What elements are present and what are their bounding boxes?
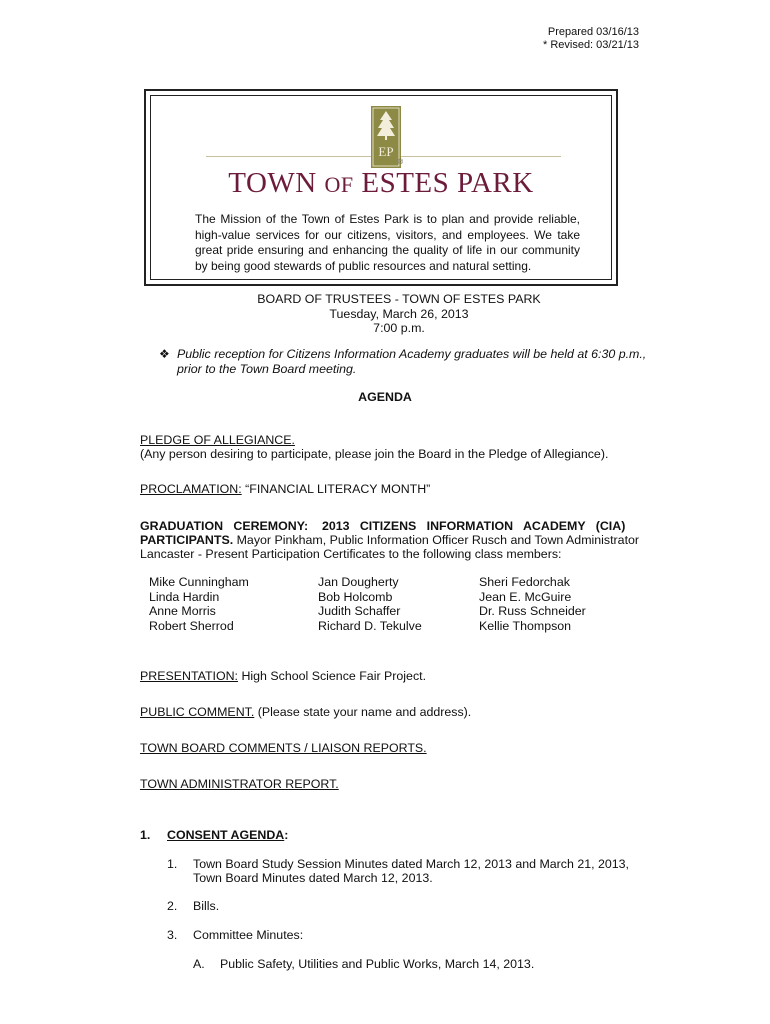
meeting-date: Tuesday, March 26, 2013 — [329, 306, 469, 321]
subitem-text: Public Safety, Utilities and Public Works, March 14, 2013. — [220, 957, 535, 971]
administrator-report-heading: TOWN ADMINISTRATOR REPORT. — [140, 777, 339, 791]
graduation-participants: PARTICIPANTS. — [140, 533, 234, 547]
meeting-time: 7:00 p.m. — [373, 321, 425, 335]
consent-heading: CONSENT AGENDA — [167, 828, 285, 842]
town-word-1: TOWN — [228, 167, 317, 199]
meeting-info — [0, 292, 770, 336]
revised-date: * Revised: 03/21/13 — [542, 39, 639, 51]
presentation-text: High School Science Fair Project. — [241, 669, 427, 683]
header-rule-left — [206, 156, 371, 157]
board-title: BOARD OF TRUSTEES - TOWN OF ESTES PARK — [257, 292, 541, 306]
town-word-2: OF — [324, 172, 354, 197]
graduation-line2 — [140, 533, 639, 547]
consent-item-2-text: Bills. — [193, 899, 220, 913]
presentation-heading: PRESENTATION: — [140, 669, 238, 683]
public-comment — [140, 705, 471, 719]
subitem-letter: A. — [193, 957, 205, 971]
registered-mark: ® — [398, 159, 404, 166]
consent-item-3-text: Committee Minutes: — [193, 928, 304, 942]
graduate-name: Dr. Russ Schneider — [479, 604, 586, 619]
graduate-column-2 — [318, 575, 422, 633]
consent-item-1-num: 1. — [167, 857, 178, 871]
estes-park-logo — [371, 106, 404, 166]
proclamation — [140, 482, 430, 496]
pledge-heading: PLEDGE OF ALLEGIANCE. — [140, 433, 295, 447]
svg-text:EP: EP — [378, 144, 394, 159]
graduate-name: Sheri Fedorchak — [479, 575, 570, 589]
consent-colon: : — [284, 828, 289, 842]
graduate-column-3 — [479, 575, 586, 633]
consent-item-1-line1: Town Board Study Session Minutes dated March 12, 2013 and March 21, 2013, — [193, 857, 630, 871]
town-word-3: ESTES PARK — [361, 167, 534, 199]
graduate-name: Jan Dougherty — [318, 575, 399, 589]
graduate-name: Mike Cunningham — [149, 575, 249, 589]
reception-note-line2: prior to the Town Board meeting. — [177, 362, 357, 376]
graduation-text-3: Lancaster - Present Participation Certificates to the following class members: — [140, 547, 562, 561]
proclamation-text: “FINANCIAL LITERACY MONTH” — [245, 482, 431, 496]
graduate-name: Robert Sherrod — [149, 618, 234, 633]
consent-heading-wrap — [167, 828, 288, 842]
pledge-text: (Any person desiring to participate, please join the Board in the Pledge of Allegiance). — [140, 447, 609, 461]
proclamation-heading: PROCLAMATION: — [140, 482, 242, 496]
graduate-column-1 — [149, 575, 249, 633]
graduate-name: Kellie Thompson — [479, 618, 572, 633]
graduate-name: Linda Hardin — [149, 589, 220, 604]
public-comment-text: (Please state your name and address). — [257, 705, 472, 719]
graduate-name: Bob Holcomb — [318, 589, 393, 604]
consent-item-3-num: 3. — [167, 928, 178, 942]
graduate-name: Anne Morris — [149, 604, 216, 619]
presentation — [140, 669, 426, 683]
graduation-heading: GRADUATION CEREMONY: 2013 CITIZENS INFORMATION ACADEMY (CIA) — [140, 519, 626, 533]
public-comment-heading: PUBLIC COMMENT. — [140, 705, 255, 719]
town-wordmark — [151, 167, 611, 200]
graduate-name: Judith Schaffer — [318, 604, 401, 619]
header-rule-right — [401, 156, 561, 157]
consent-number: 1. — [140, 828, 151, 842]
agenda-title: AGENDA — [358, 390, 412, 404]
graduate-name: Richard D. Tekulve — [318, 618, 422, 633]
consent-item-1-line2: Town Board Minutes dated March 12, 2013. — [193, 871, 433, 885]
mission-statement: The Mission of the Town of Estes Park is to plan and provide reliable, high-value services for our citizens, visitors, and employees. We take great pride ensuring and enhancing the quality of life in our community by being good stewards of public resources and natural setting. — [195, 212, 580, 273]
prepared-date: Prepared 03/16/13 — [547, 26, 639, 38]
diamond-bullet-icon: ❖ — [159, 347, 170, 361]
mission-header-box — [144, 89, 618, 286]
graduation-text-2: Mayor Pinkham, Public Information Officer Rusch and Town Administrator — [233, 533, 640, 547]
reception-note-line1: Public reception for Citizens Information Academy graduates will be held at 6:30 p.m., — [177, 347, 647, 361]
consent-item-2-num: 2. — [167, 899, 178, 913]
graduate-name: Jean E. McGuire — [479, 589, 572, 604]
board-comments-heading: TOWN BOARD COMMENTS / LIAISON REPORTS. — [140, 741, 427, 755]
